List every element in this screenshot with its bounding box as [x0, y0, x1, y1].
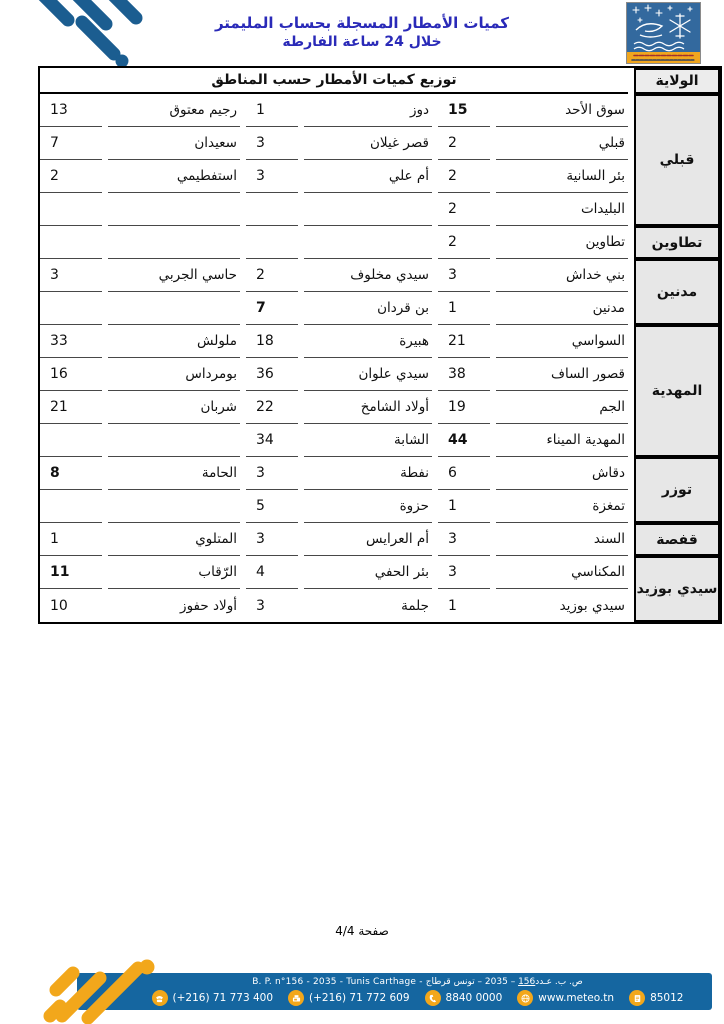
rain-value-cell: 3	[246, 523, 298, 556]
rain-value-cell: 21	[40, 391, 102, 424]
rain-value-cell: 2	[438, 226, 490, 259]
region-name-cell: رجيم معتوق	[108, 94, 240, 127]
rain-value-cell: 16	[40, 358, 102, 391]
rain-value-cell	[246, 226, 298, 259]
rain-value-cell: 2	[438, 160, 490, 193]
region-name-cell: نفطة	[304, 457, 432, 490]
region-name-cell: السند	[496, 523, 628, 556]
rain-value-cell: 4	[246, 556, 298, 589]
contact-label: 8840 0000	[445, 992, 503, 1004]
region-name-cell: بن قردان	[304, 292, 432, 325]
region-name-cell: قبلي	[496, 127, 628, 160]
contact-label: 85012	[650, 992, 684, 1004]
rain-value-cell: 5	[246, 490, 298, 523]
call-icon	[425, 990, 441, 1006]
phone-office-icon	[288, 990, 304, 1006]
region-name-cell: حزوة	[304, 490, 432, 523]
postal-address	[252, 977, 583, 987]
region-name-cell: سيدي بوزيد	[559, 597, 625, 614]
region-name-cell: المكناسي	[496, 556, 628, 589]
region-name-cell: سيدي علوان	[304, 358, 432, 391]
rain-value-cell: 3	[438, 556, 490, 589]
region-name-cell	[304, 226, 432, 259]
region-name-cell: تمغزة	[496, 490, 628, 523]
region-name-cell: الجم	[496, 391, 628, 424]
rain-value-cell: 44	[438, 424, 490, 457]
rain-value-cell: 2	[438, 193, 490, 226]
region-name-cell: جلمة	[401, 597, 429, 614]
region-name-cell	[108, 226, 240, 259]
rain-value-cell	[246, 193, 298, 226]
rain-value-cell: 1	[40, 523, 102, 556]
report-title	[0, 13, 724, 52]
region-name-cell: ملولش	[108, 325, 240, 358]
rain-value-cell	[40, 193, 102, 226]
rain-value-cell	[40, 226, 102, 259]
rain-value-cell: 1	[448, 597, 457, 614]
region-name-cell: الشابة	[304, 424, 432, 457]
rain-value-cell: 34	[246, 424, 298, 457]
region-name-cell: الرّقاب	[108, 556, 240, 589]
rain-value-cell: 3	[40, 259, 102, 292]
rain-value-cell: 18	[246, 325, 298, 358]
region-name-cell: الحامة	[108, 457, 240, 490]
rain-value-cell: 1	[438, 490, 490, 523]
rain-value-cell: 21	[438, 325, 490, 358]
region-name-cell: بني خداش	[496, 259, 628, 292]
rain-value-cell: 3	[246, 127, 298, 160]
rain-value-cell: 22	[246, 391, 298, 424]
rain-value-cell: 1	[246, 94, 298, 127]
postal-address-latin: B. P. n°156 - 2035 - Tunis Carthage -	[252, 977, 426, 987]
contact-label: (+216) 71 773 400	[172, 992, 274, 1004]
rain-value-cell: 3	[438, 259, 490, 292]
governorate-cell: قفصة	[634, 523, 720, 556]
rain-value-cell: 3	[256, 597, 265, 614]
region-name-cell: سوق الأحد	[496, 94, 628, 127]
rain-value-cell: 38	[438, 358, 490, 391]
contact-item	[629, 990, 683, 1006]
sms-icon	[629, 990, 645, 1006]
region-name-cell: البليدات	[496, 193, 628, 226]
rain-value-cell	[40, 490, 102, 523]
region-name-cell: أم علي	[304, 160, 432, 193]
rain-value-cell: 19	[438, 391, 490, 424]
region-name-cell: سعيدان	[108, 127, 240, 160]
globe-icon	[517, 990, 533, 1006]
region-name-cell: هبيرة	[304, 325, 432, 358]
region-name-cell: أم العرايس	[304, 523, 432, 556]
contact-label: (+216) 71 772 609	[309, 992, 410, 1004]
rain-value-cell: 1	[438, 292, 490, 325]
region-name-cell: استفطيمي	[108, 160, 240, 193]
region-name-cell	[108, 424, 240, 457]
region-name-cell: شربان	[108, 391, 240, 424]
region-name-cell: دقاش	[496, 457, 628, 490]
region-name-cell	[108, 292, 240, 325]
governorate-cell: قبلي	[634, 94, 720, 226]
rain-value-cell: 2	[40, 160, 102, 193]
region-name-cell: المهدية الميناء	[496, 424, 628, 457]
contact-row	[152, 990, 684, 1006]
meteorology-institute-logo	[626, 2, 701, 64]
rain-value-cell: 33	[40, 325, 102, 358]
rain-value-cell: 15	[438, 94, 490, 127]
rain-value-cell: 8	[40, 457, 102, 490]
rain-value-cell: 2	[246, 259, 298, 292]
postal-address-arabic: ص. ب. عـدد156 – 2035 – تونس قرطاج	[425, 977, 583, 987]
table-title-cell: توزيع كميات الأمطار حسب المناطق	[40, 68, 628, 94]
rain-value-cell: 11	[40, 556, 102, 589]
rain-value-cell: 13	[40, 94, 102, 127]
region-name-cell: أولاد حفوز	[180, 597, 237, 614]
region-name-cell: بومرداس	[108, 358, 240, 391]
page-number: صفحة 4/4	[335, 924, 389, 938]
rain-value-cell: 2	[438, 127, 490, 160]
rain-value-cell: 6	[438, 457, 490, 490]
contact-item	[425, 990, 503, 1006]
governorate-cell: المهدية	[634, 325, 720, 457]
region-name-cell	[108, 193, 240, 226]
region-name-cell: حاسي الجربي	[108, 259, 240, 292]
contact-item	[517, 990, 614, 1006]
region-name-cell: أولاد الشامخ	[304, 391, 432, 424]
rain-value-cell: 3	[438, 523, 490, 556]
governorate-cell: توزر	[634, 457, 720, 523]
region-name-cell: بئر الحفي	[304, 556, 432, 589]
contact-item	[288, 990, 410, 1006]
region-name-cell: بئر السانية	[496, 160, 628, 193]
rain-value-cell: 3	[246, 160, 298, 193]
region-name-cell: السواسي	[496, 325, 628, 358]
rain-value-cell: 10	[50, 597, 68, 614]
wilaya-column-header: الولاية	[634, 68, 720, 94]
region-name-cell: تطاوين	[496, 226, 628, 259]
region-name-cell	[304, 193, 432, 226]
rain-value-cell	[40, 424, 102, 457]
rainfall-table	[38, 66, 722, 624]
rain-value-cell: 36	[246, 358, 298, 391]
contact-label: www.meteo.tn	[538, 992, 615, 1004]
report-title-line2: خلال 24 ساعة الفارطة	[282, 34, 442, 51]
rain-value-cell: 7	[246, 292, 298, 325]
rain-value-cell: 7	[40, 127, 102, 160]
footer-stripes-decoration	[46, 942, 196, 1024]
governorate-cell: مدنين	[634, 259, 720, 325]
region-name-cell	[108, 490, 240, 523]
region-name-cell: سيدي مخلوف	[304, 259, 432, 292]
governorate-cell: سيدي بوزيد	[634, 556, 720, 622]
region-name-cell: دوز	[304, 94, 432, 127]
rain-value-cell	[40, 292, 102, 325]
report-title-line1: كميات الأمطار المسجلة بحساب المليمتر	[214, 14, 510, 32]
region-name-cell: قصر غيلان	[304, 127, 432, 160]
region-name-cell: مدنين	[496, 292, 628, 325]
region-name-cell: المتلوي	[108, 523, 240, 556]
region-name-cell: قصور الساف	[496, 358, 628, 391]
rain-value-cell: 3	[246, 457, 298, 490]
governorate-cell: تطاوين	[634, 226, 720, 259]
